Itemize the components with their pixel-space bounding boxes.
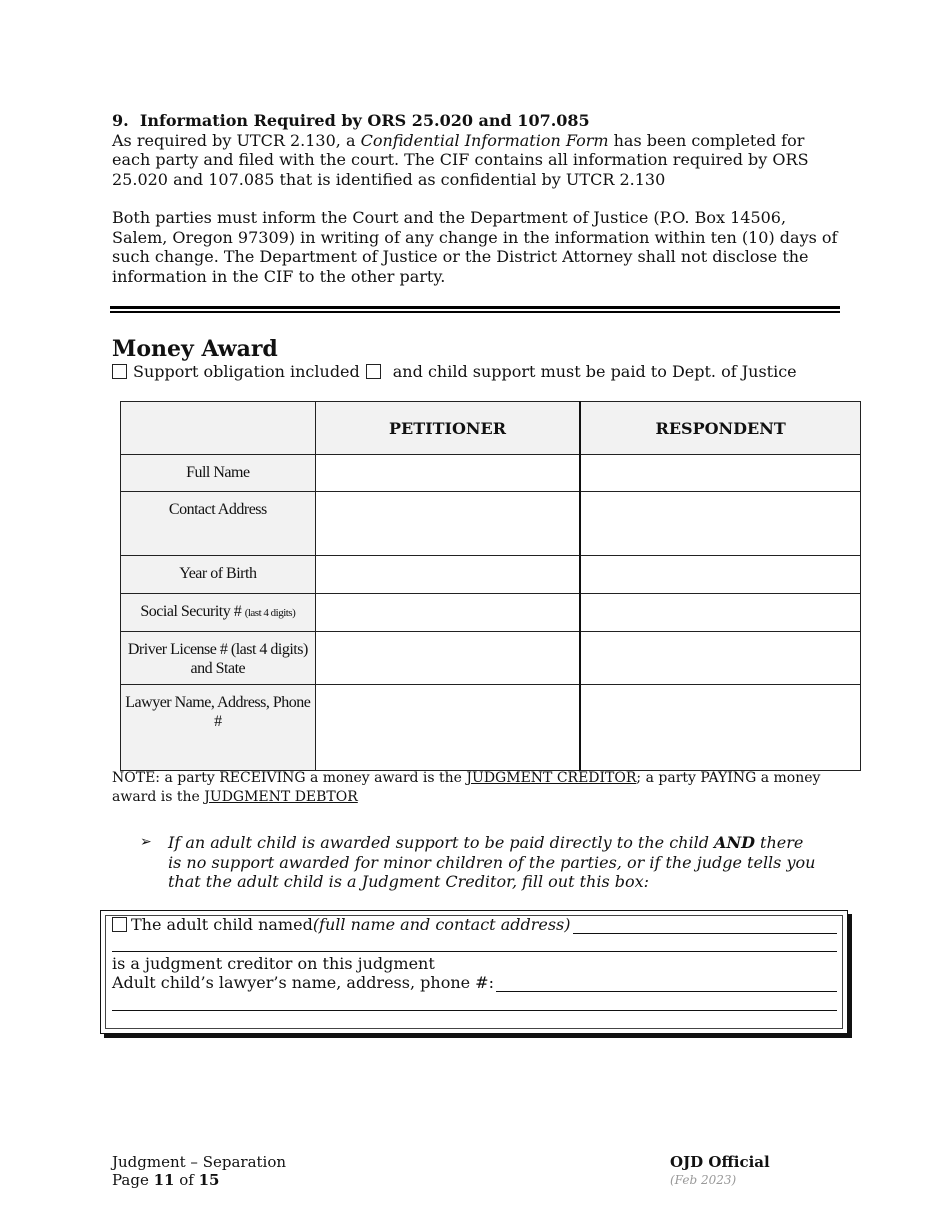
adult-child-address-line[interactable]	[112, 951, 837, 952]
row-label-contact-address: Contact Address	[121, 492, 316, 556]
table-header-row	[121, 402, 861, 455]
table-row	[121, 594, 861, 632]
party-info-table	[120, 401, 861, 771]
row-label-ssn	[121, 594, 316, 632]
section-9-paragraph-2: Both parties must inform the Court and the Department of Justice (P.O. Box 14506, Salem, Oregon 97309) in writing of any change in the information within ten (10) days of such change. The Department of Justice or the District Attorney shall not disclose the information in the CIF to the other party.	[112, 208, 838, 286]
instruction-and: AND	[714, 833, 755, 852]
adult-child-name-field[interactable]	[573, 916, 838, 934]
adult-child-lawyer-row	[112, 973, 837, 992]
respondent-license-cell[interactable]	[580, 632, 860, 685]
dept-justice-label: and child support must be paid to Dept. of Justice	[392, 362, 797, 381]
adult-child-lawyer-label: Adult child’s lawyer’s name, address, phone #:	[112, 973, 494, 992]
row-label-lawyer: Lawyer Name, Address, Phone #	[121, 685, 316, 771]
adult-child-box	[100, 910, 848, 1034]
page-of: of	[174, 1171, 199, 1189]
p1-text-end: has been completed for each party and filed with the court. The CIF contains all information required by ORS 25.020 and 107.085 that is identified as confidential by UTCR 2.130	[112, 130, 809, 189]
note-text-middle: ; a party PAYING a money award is the	[112, 770, 821, 805]
adult-child-checkbox[interactable]	[112, 917, 127, 932]
footer-left	[112, 1153, 286, 1189]
row-label-full-name: Full Name	[121, 455, 316, 492]
adult-child-lawyer-line-2[interactable]	[112, 1010, 837, 1011]
petitioner-license-cell[interactable]	[315, 632, 580, 685]
p1-text-start: As required by UTCR 2.130, a	[112, 130, 361, 150]
table-row	[121, 455, 861, 492]
page-total: 15	[198, 1171, 220, 1189]
support-obligation-checkbox[interactable]	[112, 364, 127, 379]
section-9	[112, 111, 842, 286]
instruction-text	[168, 833, 820, 892]
judgment-note	[112, 769, 832, 806]
judgment-debtor-term: JUDGMENT DEBTOR	[204, 788, 358, 805]
support-obligation-label: Support obligation included	[133, 362, 360, 381]
money-award-title: Money Award	[112, 336, 278, 362]
creditor-statement: is a judgment creditor on this judgment	[112, 954, 435, 973]
page-current: 11	[153, 1171, 175, 1189]
table-row	[121, 685, 861, 771]
page-label: Page	[112, 1171, 154, 1189]
petitioner-address-cell[interactable]	[315, 492, 580, 556]
judgment-creditor-term: JUDGMENT CREDITOR	[466, 770, 637, 786]
p1-italic-text: Confidential Information Form	[360, 130, 609, 150]
instruction-start: If an adult child is awarded support to be paid directly to the child	[168, 833, 715, 852]
table-row	[121, 632, 861, 685]
petitioner-full-name-cell[interactable]	[315, 455, 580, 492]
form-name: Judgment – Separation	[112, 1153, 287, 1171]
adult-child-named-label: The adult child named	[131, 915, 313, 934]
table-row	[121, 556, 861, 594]
respondent-full-name-cell[interactable]	[580, 455, 860, 492]
support-options	[112, 362, 797, 381]
footer-right	[670, 1153, 770, 1189]
dept-justice-checkbox[interactable]	[366, 364, 381, 379]
header-petitioner: PETITIONER	[315, 402, 580, 455]
instruction-end: there is no support awarded for minor children of the parties, or if the judge tells you that the adult child is a Judgment Creditor, fill out this box:	[168, 833, 816, 891]
section-number: 9.	[112, 111, 129, 130]
arrow-bullet-icon: ➢	[140, 834, 152, 850]
adult-child-lawyer-field[interactable]	[496, 974, 837, 992]
row-label-driver-license: Driver License # (last 4 digits) and State	[121, 632, 316, 685]
section-title: Information Required by ORS 25.020 and 107.085	[139, 111, 590, 130]
adult-child-named-row	[112, 915, 837, 934]
header-respondent: RESPONDENT	[580, 402, 860, 455]
header-blank	[121, 402, 316, 455]
petitioner-birth-year-cell[interactable]	[315, 556, 580, 594]
adult-child-named-hint: (full name and contact address)	[312, 915, 571, 934]
ssn-label: Social Security #	[140, 603, 245, 620]
ssn-sublabel: (last 4 digits)	[244, 607, 296, 619]
row-label-year-of-birth: Year of Birth	[121, 556, 316, 594]
respondent-lawyer-cell[interactable]	[580, 685, 860, 771]
official-label: OJD Official	[670, 1153, 770, 1171]
form-date: (Feb 2023)	[670, 1173, 737, 1187]
adult-child-instruction	[140, 833, 820, 892]
respondent-birth-year-cell[interactable]	[580, 556, 860, 594]
page-indicator	[112, 1171, 286, 1189]
creditor-statement-row	[112, 954, 837, 973]
double-divider	[110, 306, 840, 316]
petitioner-lawyer-cell[interactable]	[315, 685, 580, 771]
section-9-paragraph-1	[112, 131, 842, 190]
petitioner-ssn-cell[interactable]	[315, 594, 580, 632]
note-text-start: NOTE: a party RECEIVING a money award is the	[112, 770, 467, 786]
section-9-heading	[112, 111, 842, 131]
table-row	[121, 492, 861, 556]
respondent-ssn-cell[interactable]	[580, 594, 860, 632]
respondent-address-cell[interactable]	[580, 492, 860, 556]
